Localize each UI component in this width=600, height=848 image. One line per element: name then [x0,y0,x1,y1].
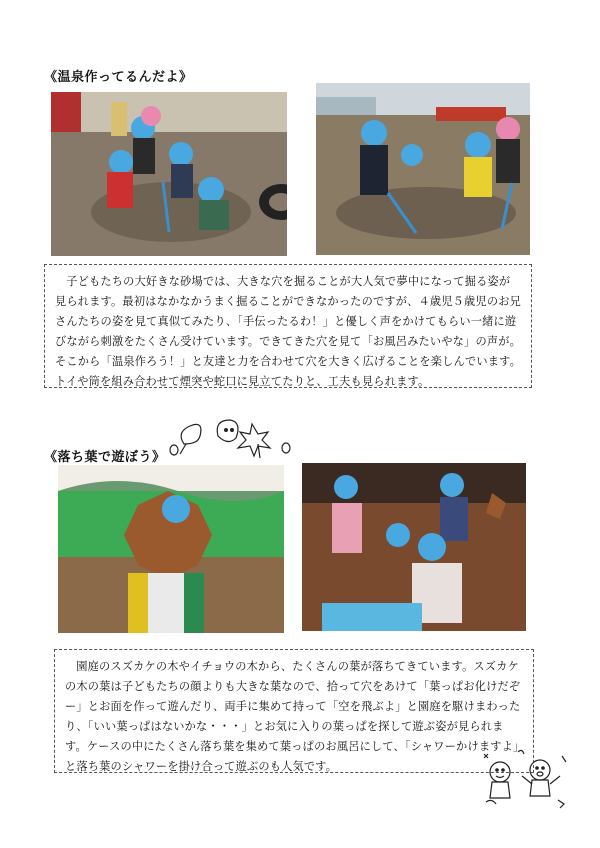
photo-leaf-bath [302,463,526,631]
photo-leaf-mask [58,465,284,633]
photo-sandbox-digging-1 [51,92,287,256]
section1-body-text: 子どもたちの大好きな砂場では、大きな穴を掘ることが大人気で夢中になって掘る姿が見られます。最初はなかなかうまく掘ることができなかったのですが、４歳児５歳児のお兄さんたちの姿を見て真似てみたり、「手伝ったるわ！」と優しく声をかけてもらい一緒に遊びながら刺激をたくさん受けています。できてきた穴を見て「お風呂みたいやな」の声が。そこから「温泉作ろう！」と友達と力を合わせて穴を大きく広げることを楽しんでいます。トイや筒を組み合わせて煙突や蛇口に見立てたりと、工夫も見られます。 [55,275,521,388]
section-title-leaves: 《落ち葉で遊ぼう》 [44,450,166,465]
photo-sandbox-digging-2 [316,83,530,255]
section2-text-box [54,649,534,773]
autumn-leaves-illustration [168,414,298,460]
section2-body-text: 園庭のスズカケの木やイチョウの木から、たくさんの葉が落ちてきています。スズカケの木の葉は子どもたちの顔よりも大きな葉なので、拾って穴をあけて「葉っぱお化けだぞー」とお面を作って遊んだり、両手に集めて持って「空を飛ぶよ」と園庭を駆けまわったり、「いい葉っぱはないかな・・・」とお気に入りの葉っぱを探して遊ぶ姿が見られます。ケースの中にたくさん落ち葉を集めて葉っぱのお風呂にして、「シャワーかけますよ」と落ち葉のシャワーを掛け合って遊ぶのも人気です。 [65,660,521,773]
section1-text-box [44,264,532,388]
children-playing-illustration [478,748,570,810]
section-title-onsen: 《温泉作ってるんだよ》 [44,70,193,85]
